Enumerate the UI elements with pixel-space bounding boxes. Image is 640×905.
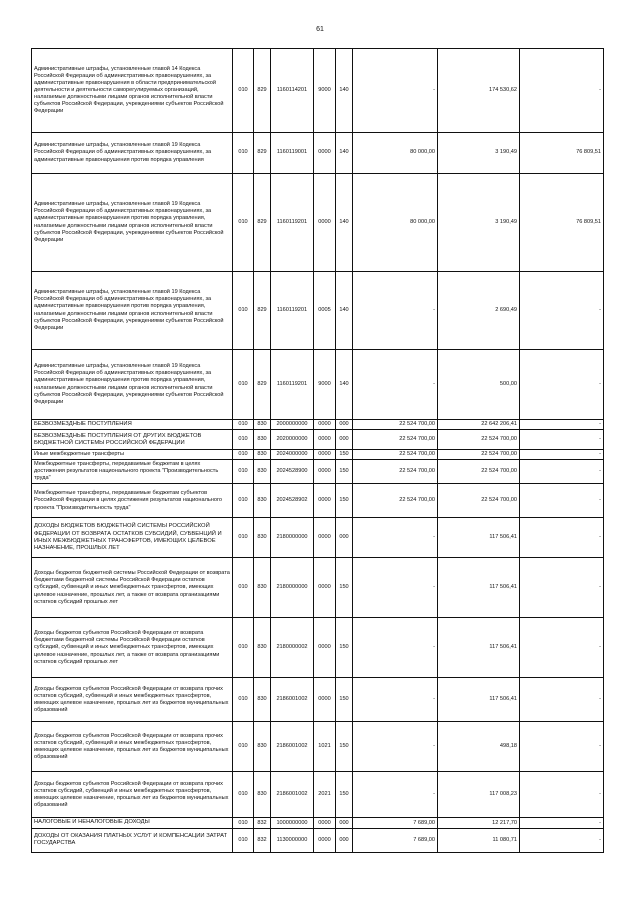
row-name-cell: Доходы бюджетов субъектов Российской Федерации от возврата прочих остатков субсидий, субвенций и иных межбюджетных трансфертов, имеющих целевое назначение, прошлых лет из бюджетов муниципальных образований: [32, 678, 233, 722]
executed-amount-cell: 117 506,41: [438, 518, 520, 558]
unexecuted-amount-cell: -: [520, 678, 604, 722]
approved-amount-cell: 7 689,00: [353, 828, 438, 852]
code-cell-2: 830: [254, 460, 271, 484]
table-row: [32, 828, 604, 852]
unexecuted-amount-cell: -: [520, 618, 604, 678]
row-name-cell: ДОХОДЫ БЮДЖЕТОВ БЮДЖЕТНОЙ СИСТЕМЫ РОССИЙСКОЙ ФЕДЕРАЦИИ ОТ ВОЗВРАТА ОСТАТКОВ СУБСИДИЙ, СУБВЕНЦИЙ И ИНЫХ МЕЖБЮДЖЕТНЫХ ТРАНСФЕРТОВ, ИМЕЮЩИХ ЦЕЛЕВОЕ НАЗНАЧЕНИЕ, ПРОШЛЫХ ЛЕТ: [32, 518, 233, 558]
executed-amount-cell: 117 506,41: [438, 678, 520, 722]
code-cell-5: 150: [336, 772, 353, 818]
code-cell-2: 830: [254, 722, 271, 772]
code-cell-4: 1021: [314, 722, 336, 772]
table-row: [32, 133, 604, 174]
row-name-cell: НАЛОГОВЫЕ И НЕНАЛОГОВЫЕ ДОХОДЫ: [32, 818, 233, 828]
unexecuted-amount-cell: 76 809,51: [520, 133, 604, 174]
code-cell-1: 010: [233, 49, 254, 133]
code-cell-5: 000: [336, 518, 353, 558]
unexecuted-amount-cell: -: [520, 350, 604, 420]
code-cell-3: 2186001002: [271, 772, 314, 818]
code-cell-1: 010: [233, 818, 254, 828]
executed-amount-cell: 500,00: [438, 350, 520, 420]
unexecuted-amount-cell: -: [520, 484, 604, 518]
table-row: [32, 678, 604, 722]
code-cell-5: 150: [336, 618, 353, 678]
code-cell-2: 832: [254, 828, 271, 852]
code-cell-4: 0000: [314, 828, 336, 852]
approved-amount-cell: -: [353, 272, 438, 350]
table-row: [32, 484, 604, 518]
row-name-cell: ДОХОДЫ ОТ ОКАЗАНИЯ ПЛАТНЫХ УСЛУГ И КОМПЕНСАЦИИ ЗАТРАТ ГОСУДАРСТВА: [32, 828, 233, 852]
approved-amount-cell: 80 000,00: [353, 174, 438, 272]
approved-amount-cell: 7 689,00: [353, 818, 438, 828]
code-cell-2: 830: [254, 772, 271, 818]
approved-amount-cell: -: [353, 772, 438, 818]
row-name-cell: Доходы бюджетов бюджетной системы Российской Федерации от возврата бюджетами бюджетной системы Российской Федерации остатков субсидий, субвенций и иных межбюджетных трансфертов, имеющих целевое назначение, прошлых лет, а также от возврата организациями остатков субсидий прошлых лет: [32, 558, 233, 618]
unexecuted-amount-cell: -: [520, 818, 604, 828]
code-cell-1: 010: [233, 430, 254, 450]
table-row: [32, 430, 604, 450]
code-cell-5: 150: [336, 722, 353, 772]
code-cell-3: 2000000000: [271, 420, 314, 430]
code-cell-4: 0000: [314, 678, 336, 722]
code-cell-3: 2024528900: [271, 460, 314, 484]
executed-amount-cell: 174 530,62: [438, 49, 520, 133]
code-cell-1: 010: [233, 772, 254, 818]
executed-amount-cell: 117 506,41: [438, 618, 520, 678]
row-name-cell: БЕЗВОЗМЕЗДНЫЕ ПОСТУПЛЕНИЯ: [32, 420, 233, 430]
code-cell-4: 0000: [314, 450, 336, 460]
code-cell-4: 0000: [314, 518, 336, 558]
revenue-table: [31, 48, 604, 853]
unexecuted-amount-cell: -: [520, 518, 604, 558]
code-cell-1: 010: [233, 460, 254, 484]
row-name-cell: БЕЗВОЗМЕЗДНЫЕ ПОСТУПЛЕНИЯ ОТ ДРУГИХ БЮДЖЕТОВ БЮДЖЕТНОЙ СИСТЕМЫ РОССИЙСКОЙ ФЕДЕРАЦИИ: [32, 430, 233, 450]
row-name-cell: Доходы бюджетов субъектов Российской Федерации от возврата бюджетами бюджетной системы Российской Федерации остатков субсидий, субвенций и иных межбюджетных трансфертов, имеющих целевое назначение, прошлых лет, а также от возврата организациями остатков субсидий прошлых лет: [32, 618, 233, 678]
code-cell-3: 1160119201: [271, 272, 314, 350]
code-cell-2: 830: [254, 518, 271, 558]
row-name-cell: Административные штрафы, установленные главой 14 Кодекса Российской Федерации об административных правонарушениях, за административные правонарушения в области предпринимательской деятельности и деятельности саморегулируемых организаций, налагаемые должностными лицами органов исполнительной власти субъектов Российской Федерации, учреждениями субъектов Российской Федерации: [32, 49, 233, 133]
approved-amount-cell: 22 524 700,00: [353, 420, 438, 430]
table-row: [32, 420, 604, 430]
code-cell-4: 0000: [314, 484, 336, 518]
code-cell-1: 010: [233, 350, 254, 420]
code-cell-1: 010: [233, 133, 254, 174]
code-cell-5: 150: [336, 450, 353, 460]
code-cell-5: 150: [336, 678, 353, 722]
code-cell-4: 0000: [314, 618, 336, 678]
approved-amount-cell: 22 524 700,00: [353, 460, 438, 484]
code-cell-5: 150: [336, 460, 353, 484]
executed-amount-cell: 3 190,49: [438, 133, 520, 174]
code-cell-1: 010: [233, 558, 254, 618]
table-row: [32, 518, 604, 558]
approved-amount-cell: -: [353, 49, 438, 133]
table-row: [32, 818, 604, 828]
code-cell-3: 2024528902: [271, 484, 314, 518]
unexecuted-amount-cell: 76 809,51: [520, 174, 604, 272]
code-cell-3: 1000000000: [271, 818, 314, 828]
code-cell-5: 140: [336, 350, 353, 420]
code-cell-1: 010: [233, 484, 254, 518]
table-row: [32, 558, 604, 618]
table-body: [32, 49, 604, 853]
code-cell-4: 0000: [314, 818, 336, 828]
code-cell-2: 830: [254, 484, 271, 518]
code-cell-5: 150: [336, 484, 353, 518]
code-cell-1: 010: [233, 518, 254, 558]
approved-amount-cell: 80 000,00: [353, 133, 438, 174]
executed-amount-cell: 22 642 206,41: [438, 420, 520, 430]
approved-amount-cell: 22 524 700,00: [353, 450, 438, 460]
approved-amount-cell: -: [353, 350, 438, 420]
row-name-cell: Иные межбюджетные трансферты: [32, 450, 233, 460]
executed-amount-cell: 22 524 700,00: [438, 450, 520, 460]
table-row: [32, 722, 604, 772]
code-cell-4: 2021: [314, 772, 336, 818]
code-cell-4: 0000: [314, 430, 336, 450]
code-cell-3: 2024000000: [271, 450, 314, 460]
executed-amount-cell: 12 217,70: [438, 818, 520, 828]
code-cell-4: 0000: [314, 174, 336, 272]
code-cell-2: 829: [254, 350, 271, 420]
code-cell-1: 010: [233, 678, 254, 722]
unexecuted-amount-cell: -: [520, 722, 604, 772]
code-cell-2: 832: [254, 818, 271, 828]
code-cell-4: 0000: [314, 558, 336, 618]
code-cell-1: 010: [233, 722, 254, 772]
unexecuted-amount-cell: -: [520, 272, 604, 350]
code-cell-2: 829: [254, 272, 271, 350]
executed-amount-cell: 498,18: [438, 722, 520, 772]
table-row: [32, 350, 604, 420]
code-cell-3: 1160119001: [271, 133, 314, 174]
row-name-cell: Административные штрафы, установленные главой 19 Кодекса Российской Федерации об административных правонарушениях, за административные правонарушения против порядка управления, налагаемые должностными лицами органов исполнительной власти субъектов Российской Федерации, учреждениями субъектов Российской Федерации: [32, 350, 233, 420]
code-cell-5: 140: [336, 174, 353, 272]
code-cell-4: 9000: [314, 350, 336, 420]
code-cell-4: 0005: [314, 272, 336, 350]
code-cell-2: 829: [254, 49, 271, 133]
code-cell-3: 1160119201: [271, 350, 314, 420]
approved-amount-cell: 22 524 700,00: [353, 430, 438, 450]
row-name-cell: Межбюджетные трансферты, передаваемые бюджетам субъектов Российской Федерации в целях достижения результатов национального проекта "Производительность труда": [32, 484, 233, 518]
code-cell-5: 150: [336, 558, 353, 618]
unexecuted-amount-cell: -: [520, 430, 604, 450]
code-cell-3: 2180000000: [271, 518, 314, 558]
code-cell-2: 830: [254, 430, 271, 450]
unexecuted-amount-cell: -: [520, 772, 604, 818]
executed-amount-cell: 11 080,71: [438, 828, 520, 852]
executed-amount-cell: 3 190,49: [438, 174, 520, 272]
row-name-cell: Административные штрафы, установленные главой 19 Кодекса Российской Федерации об административных правонарушениях, за административные правонарушения против порядка управления, налагаемые должностными лицами органов исполнительной власти субъектов Российской Федерации, учреждениями субъектов Российской Федерации: [32, 272, 233, 350]
code-cell-5: 000: [336, 420, 353, 430]
code-cell-4: 9000: [314, 49, 336, 133]
unexecuted-amount-cell: -: [520, 49, 604, 133]
unexecuted-amount-cell: -: [520, 420, 604, 430]
unexecuted-amount-cell: -: [520, 828, 604, 852]
code-cell-3: 2186001002: [271, 678, 314, 722]
code-cell-3: 2180000002: [271, 618, 314, 678]
executed-amount-cell: 22 524 700,00: [438, 430, 520, 450]
row-name-cell: Административные штрафы, установленные главой 19 Кодекса Российской Федерации об административных правонарушениях, за административные правонарушения против порядка управления: [32, 133, 233, 174]
row-name-cell: Административные штрафы, установленные главой 19 Кодекса Российской Федерации об административных правонарушениях, за административные правонарушения против порядка управления, налагаемые должностными лицами органов исполнительной власти субъектов Российской Федерации, учреждениями субъектов Российской Федерации: [32, 174, 233, 272]
table-row: [32, 460, 604, 484]
code-cell-2: 830: [254, 450, 271, 460]
executed-amount-cell: 117 506,41: [438, 558, 520, 618]
unexecuted-amount-cell: -: [520, 558, 604, 618]
code-cell-5: 000: [336, 430, 353, 450]
row-name-cell: Доходы бюджетов субъектов Российской Федерации от возврата прочих остатков субсидий, субвенций и иных межбюджетных трансфертов, имеющих целевое назначение, прошлых лет из бюджетов муниципальных образований: [32, 722, 233, 772]
code-cell-1: 010: [233, 420, 254, 430]
code-cell-2: 829: [254, 174, 271, 272]
executed-amount-cell: 22 524 700,00: [438, 460, 520, 484]
table-row: [32, 450, 604, 460]
approved-amount-cell: -: [353, 518, 438, 558]
code-cell-5: 140: [336, 49, 353, 133]
code-cell-2: 830: [254, 618, 271, 678]
code-cell-5: 140: [336, 272, 353, 350]
code-cell-3: 1160114201: [271, 49, 314, 133]
code-cell-1: 010: [233, 174, 254, 272]
approved-amount-cell: -: [353, 618, 438, 678]
code-cell-3: 2180000000: [271, 558, 314, 618]
code-cell-4: 0000: [314, 460, 336, 484]
unexecuted-amount-cell: -: [520, 450, 604, 460]
table-row: [32, 272, 604, 350]
approved-amount-cell: 22 524 700,00: [353, 484, 438, 518]
executed-amount-cell: 117 008,23: [438, 772, 520, 818]
code-cell-3: 2020000000: [271, 430, 314, 450]
code-cell-5: 140: [336, 133, 353, 174]
code-cell-2: 830: [254, 420, 271, 430]
approved-amount-cell: -: [353, 558, 438, 618]
code-cell-2: 830: [254, 558, 271, 618]
code-cell-3: 1160119201: [271, 174, 314, 272]
code-cell-1: 010: [233, 450, 254, 460]
approved-amount-cell: -: [353, 678, 438, 722]
code-cell-1: 010: [233, 828, 254, 852]
code-cell-2: 830: [254, 678, 271, 722]
executed-amount-cell: 22 524 700,00: [438, 484, 520, 518]
code-cell-1: 010: [233, 618, 254, 678]
code-cell-1: 010: [233, 272, 254, 350]
row-name-cell: Доходы бюджетов субъектов Российской Федерации от возврата прочих остатков субсидий, субвенций и иных межбюджетных трансфертов, имеющих целевое назначение, прошлых лет из бюджетов муниципальных образований: [32, 772, 233, 818]
code-cell-5: 000: [336, 818, 353, 828]
code-cell-5: 000: [336, 828, 353, 852]
page-number: 61: [316, 26, 324, 33]
table-row: [32, 49, 604, 133]
approved-amount-cell: -: [353, 722, 438, 772]
unexecuted-amount-cell: -: [520, 460, 604, 484]
row-name-cell: Межбюджетные трансферты, передаваемые бюджетам в целях достижения результатов национального проекта "Производительность труда": [32, 460, 233, 484]
code-cell-3: 2186001002: [271, 722, 314, 772]
code-cell-4: 0000: [314, 420, 336, 430]
code-cell-3: 1130000000: [271, 828, 314, 852]
code-cell-4: 0000: [314, 133, 336, 174]
executed-amount-cell: 2 690,49: [438, 272, 520, 350]
table-row: [32, 772, 604, 818]
code-cell-2: 829: [254, 133, 271, 174]
table-row: [32, 174, 604, 272]
table-row: [32, 618, 604, 678]
